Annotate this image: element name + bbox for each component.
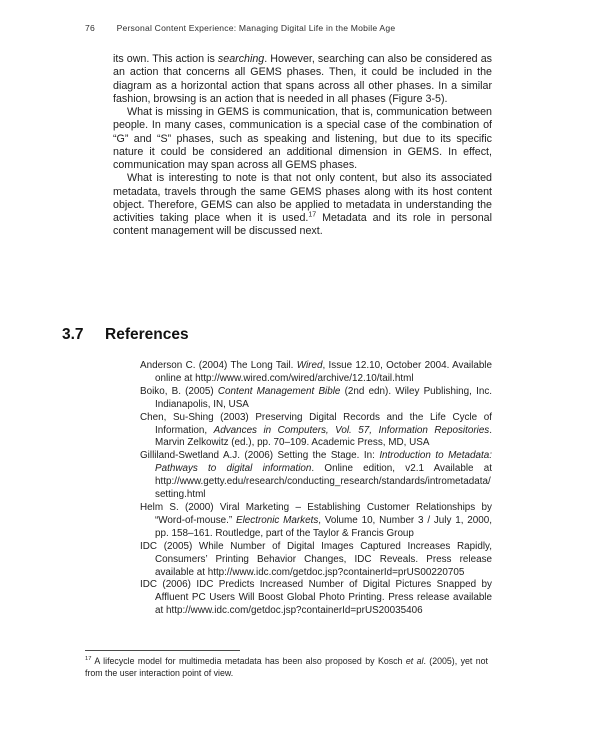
section-heading: [62, 326, 492, 344]
reference-entry: Helm S. (2000) Viral Marketing – Establishing Customer Relationships by “Word-of-mouse.” Electronic Markets, Volume 10, Number 3 / July 1, 2000, pp. 158–161. Routledge, part of the Taylor & Francis Group: [140, 501, 492, 539]
footnote-rule: [85, 650, 240, 651]
body-text: [113, 53, 492, 239]
reference-entry: Boiko, B. (2005) Content Management Bible (2nd edn). Wiley Publishing, Inc. Indianapolis, IN, USA: [140, 385, 492, 410]
page-header: [85, 23, 492, 33]
page-number: 76: [85, 23, 95, 33]
paragraph: its own. This action is searching. However, searching can also be considered as an action that concerns all GEMS phases. Then, it could be included in the diagram as a horizontal action that spans across all other phases. In a similar fashion, browsing is an action that is needed in all phases (Figure 3-5).: [113, 53, 492, 105]
reference-entry: Chen, Su-Shing (2003) Preserving Digital Records and the Life Cycle of Information, Advances in Computers, Vol. 57, Information Repositories. Marvin Zelkowitz (ed.), pp. 70–109. Academic Press, MD, USA: [140, 411, 492, 449]
paragraph: What is missing in GEMS is communication, that is, communication between people. In many cases, communication is a special case of the combination of “G” and “S” phases, such as speaking and listening, but due to its specific nature it could be considered an additional dimension in GEMS. In effect, communication may span across all GEMS phases.: [113, 106, 492, 171]
reference-entry: Anderson C. (2004) The Long Tail. Wired, Issue 12.10, October 2004. Available online at http://www.wired.com/wired/archive/12.10/tail.html: [140, 360, 492, 384]
running-title: Personal Content Experience: Managing Digital Life in the Mobile Age: [116, 23, 396, 33]
footnote: [85, 650, 488, 679]
section-title: References: [105, 326, 189, 343]
references-list: [140, 360, 492, 618]
footnote-text: $^{17}$ A lifecycle model for multimedia metadata has been also proposed by Kosch et al. (2005), yet not from the user interaction point of view.: [85, 656, 488, 678]
reference-entry: Gilliland-Swetland A.J. (2006) Setting the Stage. In: Introduction to Metadata: Pathways to digital information. Online edition, v2.1 Available at http://www.getty.edu/research/conducting_research/standards/intrometadata/setting.html: [140, 450, 492, 501]
paragraph: What is interesting to note is that not only content, but also its associated metadata, travels through the same GEMS phases along with its host content object. Therefore, GEMS can also be applied to metadata in understanding the activities taking place when it is used.$^{17}$ Metadata and its role in personal content management will be discussed next.: [113, 172, 492, 238]
reference-entry: IDC (2005) While Number of Digital Images Captured Increases Rapidly, Consumers’ Printing Behavior Changes, IDC Reveals. Press release available at http://www.idc.com/getdoc.jsp?containerId=prUS00220705: [140, 540, 492, 578]
reference-entry: IDC (2006) IDC Predicts Increased Number of Digital Pictures Snapped by Affluent PC Users Will Boost Global Photo Printing. Press release available at http://www.idc.com/getdoc.jsp?containerId=prUS20035406: [140, 579, 492, 617]
section-number: 3.7: [62, 326, 84, 343]
